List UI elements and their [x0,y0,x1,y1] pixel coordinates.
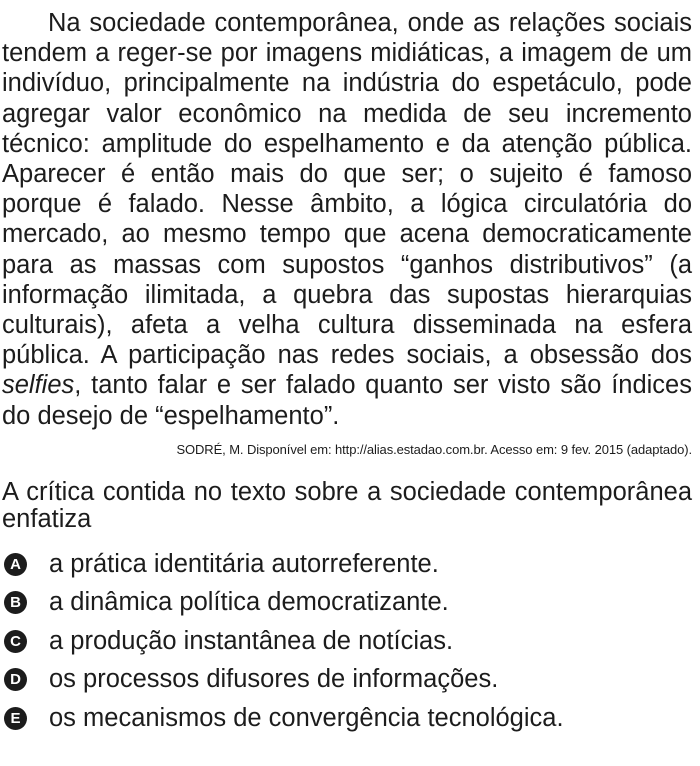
option-d[interactable] [2,661,692,700]
option-a-text: a prática identitária autorreferente. [49,549,439,578]
option-e-text: os mecanismos de convergência tecnológica. [49,704,564,733]
option-d-text: os processos difusores de informações. [49,665,499,694]
passage-part-1: Na sociedade contemporânea, onde as relações sociais tendem a reger-se por imagens midiáticas, a imagem de um indivíduo, principalmente na indústria do espetáculo, pode agregar valor econômico na medida de seu incremento técnico: amplitude do espelhamento e da atenção pública. Aparecer é então mais do que ser; o sujeito é famoso porque é falado. Nesse âmbito, a lógica circulatória do mercado, ao mesmo tempo que acena democraticamente para as massas com supostos “ganhos distributivos” (a informação ilimitada, a quebra das supostas hierarquias culturais), afeta a velha cultura disseminada na esfera pública. A participação nas redes sociais, a obsessão dos [2,9,692,370]
question-prompt: A crítica contida no texto sobre a sociedade contemporânea enfatiza [2,477,692,533]
option-b-text: a dinâmica política democratizante. [49,588,449,617]
option-a[interactable] [2,545,692,584]
option-e-letter-badge: E [4,707,27,730]
option-a-letter-badge: A [4,553,27,576]
option-c[interactable] [2,622,692,661]
option-e[interactable] [2,699,692,738]
passage-part-2: , tanto falar e ser falado quanto ser visto são índices do desejo de “espelhamento”. [2,371,692,430]
option-b-letter-badge: B [4,591,27,614]
passage-text [2,8,692,431]
option-b[interactable] [2,583,692,622]
source-citation: SODRÉ, M. Disponível em: http://alias.estadao.com.br. Acesso em: 9 fev. 2015 (adaptado). [176,441,692,457]
option-c-letter-badge: C [4,630,27,653]
option-c-text: a produção instantânea de notícias. [49,626,454,655]
passage-italic-term: selfies [2,371,75,400]
option-d-letter-badge: D [4,668,27,691]
answer-options [2,545,692,738]
